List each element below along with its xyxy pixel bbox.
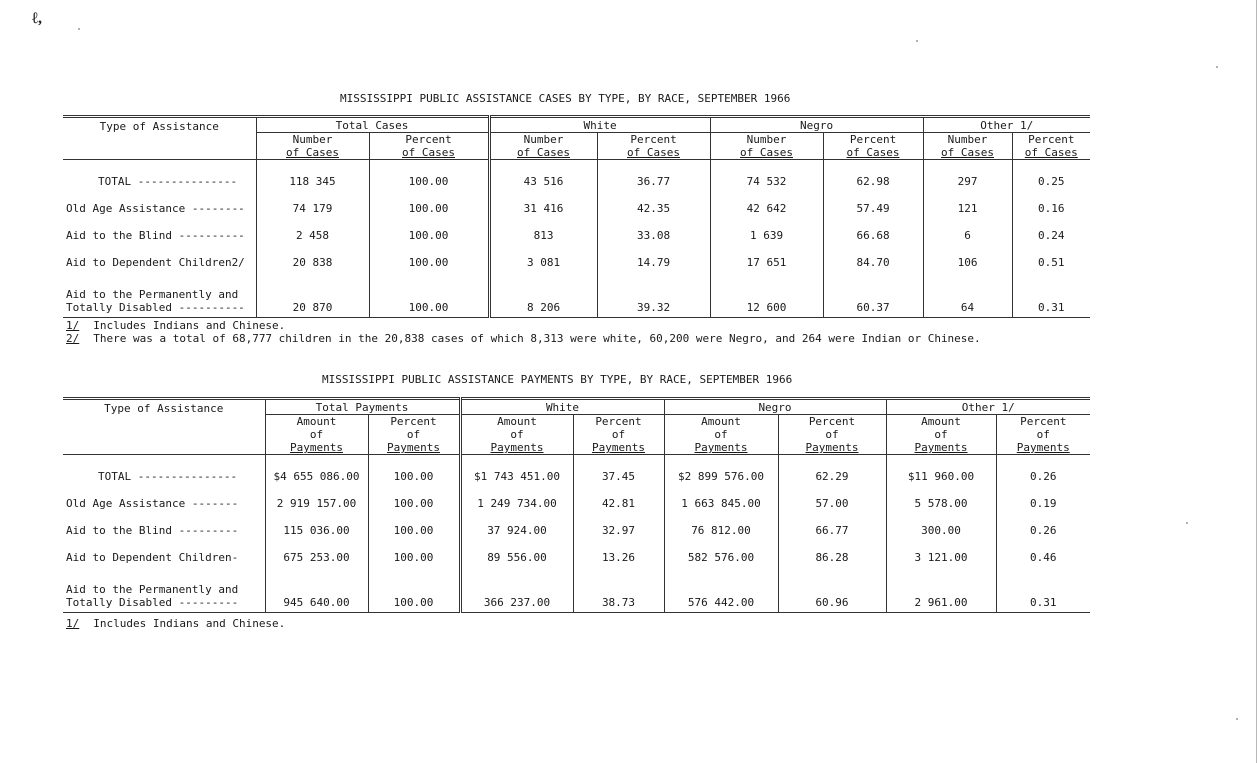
payments-negro-percent: 86.28	[778, 544, 886, 571]
payments-sub-amount	[886, 415, 996, 455]
payments-other-amount: 2 961.00	[886, 571, 996, 613]
payments-group-white: White	[460, 399, 664, 415]
cases-sub-percent	[369, 133, 489, 160]
payments-row-label-line1: Aid to the Permanently and	[66, 583, 239, 596]
cases-other-number: 297	[923, 160, 1012, 196]
cases-table	[63, 115, 1090, 318]
cases-row-label-line1: Aid to the Permanently and	[66, 288, 239, 301]
cases-sub-number-l1: Number	[292, 133, 333, 146]
cases-group-negro: Negro	[710, 117, 923, 133]
sub-l3: Payments	[592, 441, 645, 454]
payments-negro-amount: 76 812.00	[664, 517, 778, 544]
sub-l1: Amount	[296, 415, 337, 428]
payments-negro-percent: 66.77	[778, 517, 886, 544]
sub-l2: of	[1036, 428, 1050, 441]
cases-total-number: 20 838	[256, 249, 369, 276]
cases-white-percent: 42.35	[597, 195, 710, 222]
payments-footnote-1	[66, 618, 285, 630]
payments-other-percent: 0.31	[996, 571, 1090, 613]
payments-row-dependent-children	[63, 544, 1090, 571]
cases-sub-number-l2: of Cases	[941, 146, 994, 159]
cases-table-title: MISSISSIPPI PUBLIC ASSISTANCE CASES BY TYPE, BY RACE, SEPTEMBER 1966	[340, 92, 791, 105]
payments-group-total: Total Payments	[265, 399, 460, 415]
cases-total-percent: 100.00	[369, 249, 489, 276]
payments-sub-percent	[368, 415, 460, 455]
cases-sub-percent	[597, 133, 710, 160]
cases-sub-percent-l2: of Cases	[627, 146, 680, 159]
cases-negro-number: 12 600	[710, 276, 823, 318]
cases-sub-number	[923, 133, 1012, 160]
footnote-text: There was a total of 68,777 children in the 20,838 cases of which 8,313 were white, 60,200 were Negro, and 264 were Indian or Chinese.	[93, 332, 981, 345]
cases-total-percent: 100.00	[369, 160, 489, 196]
cases-negro-number: 1 639	[710, 222, 823, 249]
payments-total-percent: 100.00	[368, 490, 460, 517]
payments-row-label: Old Age Assistance -------	[66, 497, 239, 510]
cases-sub-percent	[823, 133, 923, 160]
sub-l2: of	[309, 428, 324, 441]
payments-row-total	[63, 455, 1090, 491]
cases-other-number: 6	[923, 222, 1012, 249]
cases-total-number: 74 179	[256, 195, 369, 222]
payments-sub-amount	[460, 415, 573, 455]
cases-sub-number	[489, 133, 597, 160]
cases-row-total	[63, 160, 1090, 196]
scan-speck	[1186, 522, 1188, 524]
cases-white-percent: 36.77	[597, 160, 710, 196]
payments-other-percent: 0.26	[996, 455, 1090, 491]
sub-l2: of	[934, 428, 948, 441]
cases-row-disabled	[63, 276, 1090, 318]
cases-row-label	[63, 276, 256, 318]
cases-row-label: Aid to the Blind ----------	[66, 229, 245, 242]
cases-sub-percent-l2: of Cases	[402, 146, 455, 159]
cases-type-header: Type of Assistance	[63, 117, 256, 160]
scan-speck	[1216, 66, 1218, 68]
cases-group-white: White	[489, 117, 710, 133]
cases-white-number: 43 516	[489, 160, 597, 196]
payments-white-amount: 1 249 734.00	[460, 490, 573, 517]
payments-row-label: Aid to the Blind ---------	[66, 524, 239, 537]
payments-other-percent: 0.19	[996, 490, 1090, 517]
cases-sub-number-l1: Number	[746, 133, 787, 146]
payments-total-amount: 945 640.00	[265, 571, 368, 613]
payments-other-amount: 5 578.00	[886, 490, 996, 517]
payments-negro-percent: 62.29	[778, 455, 886, 491]
cases-negro-percent: 62.98	[823, 160, 923, 196]
payments-negro-amount: 1 663 845.00	[664, 490, 778, 517]
sub-l2: of	[510, 428, 524, 441]
payments-sub-percent	[778, 415, 886, 455]
payments-white-percent: 42.81	[573, 490, 664, 517]
cases-other-percent: 0.24	[1012, 222, 1090, 249]
sub-l3: Payments	[290, 441, 343, 454]
cases-other-percent: 0.16	[1012, 195, 1090, 222]
cases-sub-percent-l2: of Cases	[1024, 146, 1078, 159]
cases-row-old-age	[63, 195, 1090, 222]
cases-row-blind	[63, 222, 1090, 249]
cases-negro-percent: 84.70	[823, 249, 923, 276]
footnote-mark: 1/	[66, 617, 80, 630]
sub-l2: of	[825, 428, 839, 441]
cases-total-percent: 100.00	[369, 222, 489, 249]
cases-negro-percent: 60.37	[823, 276, 923, 318]
sub-l3: Payments	[1016, 441, 1070, 454]
sub-l3: Payments	[694, 441, 748, 454]
payments-white-percent: 13.26	[573, 544, 664, 571]
cases-white-percent: 14.79	[597, 249, 710, 276]
cases-sub-percent-l1: Percent	[405, 133, 452, 146]
cases-other-percent: 0.51	[1012, 249, 1090, 276]
payments-group-other: Other 1/	[886, 399, 1090, 415]
cases-other-percent: 0.25	[1012, 160, 1090, 196]
payments-white-percent: 37.45	[573, 455, 664, 491]
cases-other-number: 106	[923, 249, 1012, 276]
cases-sub-percent-l1: Percent	[849, 133, 897, 146]
sub-l2: of	[611, 428, 626, 441]
payments-negro-percent: 60.96	[778, 571, 886, 613]
cases-group-total: Total Cases	[256, 117, 489, 133]
footnote-mark: 2/	[66, 332, 80, 345]
payments-sub-percent	[996, 415, 1090, 455]
payments-sub-amount	[265, 415, 368, 455]
cases-total-percent: 100.00	[369, 195, 489, 222]
cases-other-number: 64	[923, 276, 1012, 318]
cases-sub-percent-l1: Percent	[1028, 133, 1075, 146]
cases-footnote-1	[66, 320, 285, 332]
payments-table-title: MISSISSIPPI PUBLIC ASSISTANCE PAYMENTS BY TYPE, BY RACE, SEPTEMBER 1966	[322, 373, 793, 386]
payments-white-amount: $1 743 451.00	[460, 455, 573, 491]
cases-sub-number-l1: Number	[523, 133, 564, 146]
cases-row-label: Aid to Dependent Children2/	[66, 256, 245, 269]
cases-total-number: 2 458	[256, 222, 369, 249]
sub-l3: Payments	[490, 441, 544, 454]
payments-row-blind	[63, 517, 1090, 544]
payments-negro-amount: 576 442.00	[664, 571, 778, 613]
payments-negro-amount: 582 576.00	[664, 544, 778, 571]
sub-l2: of	[714, 428, 728, 441]
cases-white-number: 813	[489, 222, 597, 249]
payments-row-label	[63, 571, 265, 613]
payments-total-percent: 100.00	[368, 571, 460, 613]
sub-l1: Amount	[921, 415, 961, 428]
payments-total-percent: 100.00	[368, 544, 460, 571]
payments-table	[63, 397, 1090, 613]
cases-negro-percent: 57.49	[823, 195, 923, 222]
payments-total-percent: 100.00	[368, 455, 460, 491]
footnote-mark: 1/	[66, 319, 80, 332]
cases-white-number: 8 206	[489, 276, 597, 318]
payments-sub-amount	[664, 415, 778, 455]
cases-sub-number-l2: of Cases	[740, 146, 793, 159]
payments-other-amount: 3 121.00	[886, 544, 996, 571]
payments-row-label-line2: Totally Disabled ---------	[66, 596, 239, 609]
payments-total-percent: 100.00	[368, 517, 460, 544]
payments-row-disabled	[63, 571, 1090, 613]
payments-total-amount: 115 036.00	[265, 517, 368, 544]
payments-group-negro: Negro	[664, 399, 886, 415]
payments-other-percent: 0.46	[996, 544, 1090, 571]
cases-sub-percent	[1012, 133, 1090, 160]
cases-sub-percent-l1: Percent	[630, 133, 677, 146]
payments-other-amount: 300.00	[886, 517, 996, 544]
cases-sub-number	[710, 133, 823, 160]
sub-l1: Percent	[390, 415, 437, 428]
payments-total-amount: $4 655 086.00	[265, 455, 368, 491]
scan-speck	[78, 28, 80, 30]
cases-other-number: 121	[923, 195, 1012, 222]
payments-white-amount: 366 237.00	[460, 571, 573, 613]
cases-total-number: 20 870	[256, 276, 369, 318]
payments-other-percent: 0.26	[996, 517, 1090, 544]
cases-other-percent: 0.31	[1012, 276, 1090, 318]
cases-row-label: Old Age Assistance --------	[66, 202, 245, 215]
cases-group-other: Other 1/	[923, 117, 1090, 133]
payments-group-header-row	[63, 399, 1090, 415]
payments-row-label: TOTAL ---------------	[98, 470, 238, 483]
sub-l3: Payments	[914, 441, 968, 454]
payments-white-amount: 89 556.00	[460, 544, 573, 571]
cases-footnote-2	[66, 333, 981, 345]
payments-white-amount: 37 924.00	[460, 517, 573, 544]
payments-row-old-age	[63, 490, 1090, 517]
payments-type-header: Type of Assistance	[63, 399, 265, 455]
cases-row-label-line2: Totally Disabled ----------	[66, 301, 245, 314]
cases-sub-number-l2: of Cases	[517, 146, 570, 159]
page-margin-mark: ℓ,	[32, 10, 42, 27]
scan-speck	[1236, 718, 1238, 720]
sub-l1: Percent	[1020, 415, 1067, 428]
cases-negro-percent: 66.68	[823, 222, 923, 249]
footnote-text: Includes Indians and Chinese.	[93, 617, 286, 630]
sub-l1: Amount	[497, 415, 537, 428]
payments-sub-percent	[573, 415, 664, 455]
cases-total-number: 118 345	[256, 160, 369, 196]
payments-negro-percent: 57.00	[778, 490, 886, 517]
cases-white-percent: 39.32	[597, 276, 710, 318]
payments-white-percent: 38.73	[573, 571, 664, 613]
payments-other-amount: $11 960.00	[886, 455, 996, 491]
cases-sub-percent-l2: of Cases	[846, 146, 900, 159]
sub-l2: of	[406, 428, 421, 441]
cases-white-percent: 33.08	[597, 222, 710, 249]
cases-row-label: TOTAL ---------------	[98, 175, 238, 188]
cases-sub-number	[256, 133, 369, 160]
payments-row-label: Aid to Dependent Children-	[66, 551, 239, 564]
cases-sub-number-l1: Number	[947, 133, 988, 146]
cases-negro-number: 17 651	[710, 249, 823, 276]
sub-l1: Amount	[701, 415, 741, 428]
footnote-text: Includes Indians and Chinese.	[93, 319, 286, 332]
cases-sub-number-l2: of Cases	[286, 146, 339, 159]
payments-white-percent: 32.97	[573, 517, 664, 544]
cases-group-header-row	[63, 117, 1090, 133]
payments-negro-amount: $2 899 576.00	[664, 455, 778, 491]
scan-speck	[916, 40, 918, 42]
sub-l3: Payments	[805, 441, 859, 454]
sub-l1: Percent	[595, 415, 642, 428]
cases-row-dependent-children	[63, 249, 1090, 276]
cases-negro-number: 74 532	[710, 160, 823, 196]
sub-l3: Payments	[387, 441, 440, 454]
payments-total-amount: 675 253.00	[265, 544, 368, 571]
sub-l1: Percent	[808, 415, 856, 428]
cases-white-number: 3 081	[489, 249, 597, 276]
cases-negro-number: 42 642	[710, 195, 823, 222]
cases-total-percent: 100.00	[369, 276, 489, 318]
right-edge-rule	[1256, 0, 1257, 763]
payments-total-amount: 2 919 157.00	[265, 490, 368, 517]
cases-white-number: 31 416	[489, 195, 597, 222]
